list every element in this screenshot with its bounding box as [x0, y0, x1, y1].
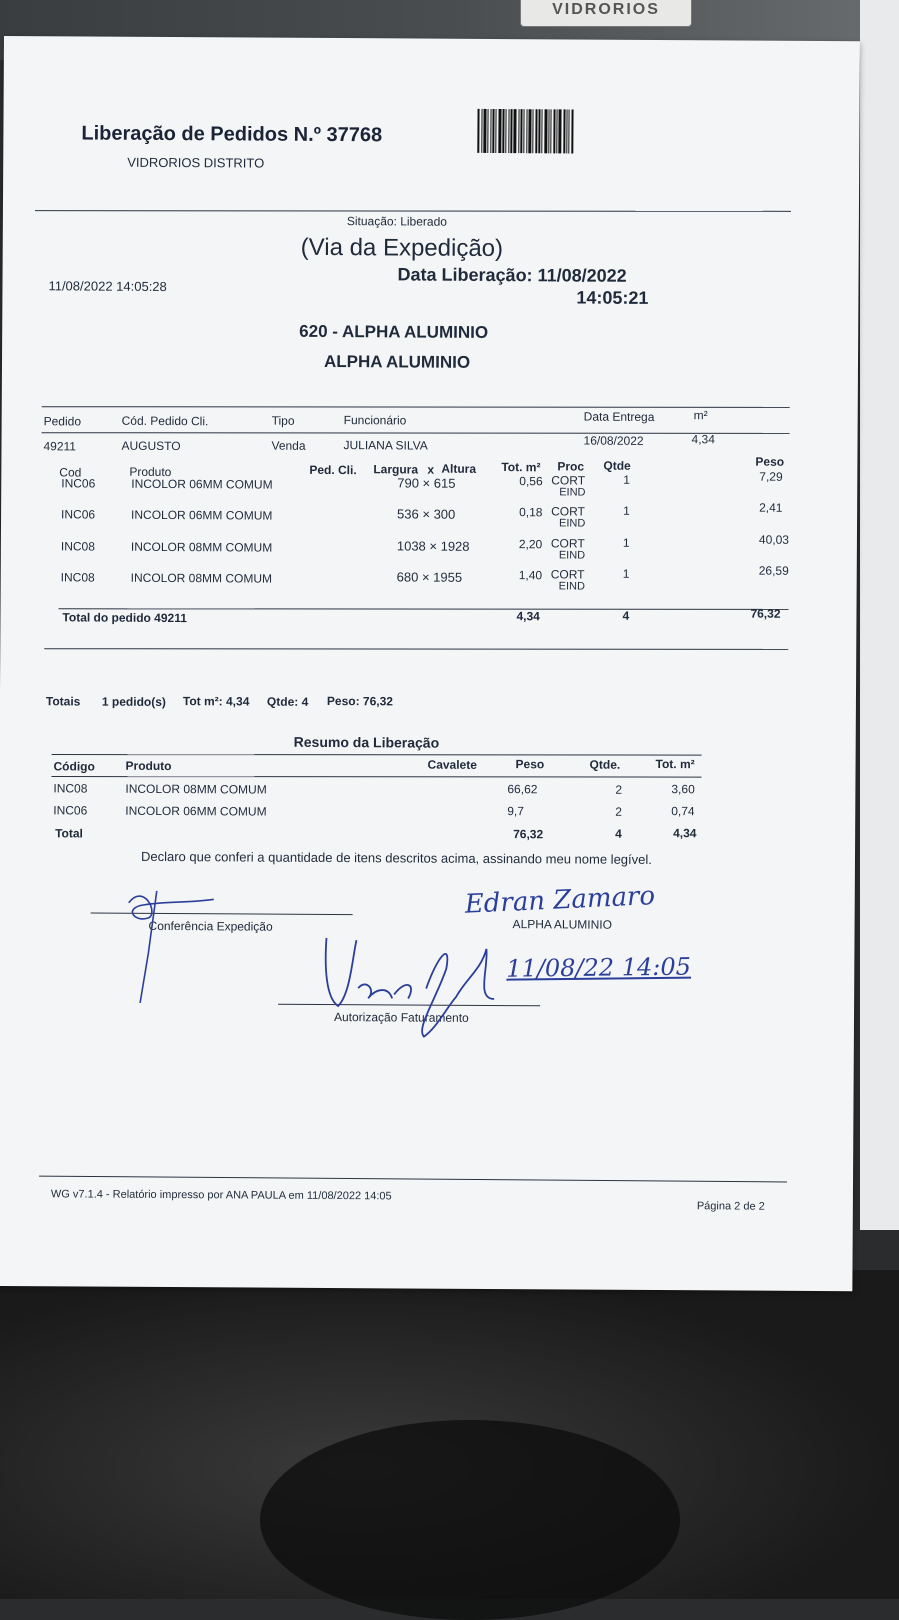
item-col-ped-cli: Ped. Cli.: [309, 462, 357, 478]
order-total-qtde: 4: [622, 608, 630, 623]
order-m2: 4,34: [691, 432, 715, 447]
summary-top-rule: [52, 754, 702, 756]
order-header-top-rule: [42, 406, 790, 408]
item-cod: INC06: [61, 476, 96, 491]
client-code-name: 620 - ALPHA ALUMINIO: [299, 321, 489, 342]
summary-produto: INCOLOR 06MM COMUM: [125, 803, 267, 819]
summary-peso: 66,62: [507, 782, 538, 797]
item-qtde: 1: [622, 535, 630, 550]
order-end-rule: [44, 648, 788, 650]
status-label: Situação: Liberado: [346, 214, 447, 229]
summary-header-rule: [51, 776, 701, 778]
barcode-bar: [544, 109, 547, 153]
item-tot-m2: 2,20: [518, 537, 543, 552]
barcode-bar: [513, 109, 516, 153]
order-total-m2: 4,34: [516, 609, 540, 624]
signature-label-client: ALPHA ALUMINIO: [512, 917, 613, 932]
header-divider: [35, 210, 791, 212]
item-proc-cort: CORT: [551, 473, 586, 488]
order-total-label: Total do pedido 49211: [62, 610, 187, 626]
col-funcionario-label: Funcionário: [343, 413, 407, 428]
item-col-tot-m2: Tot. m²: [501, 460, 541, 475]
totals-m2: Tot m²: 4,34: [182, 694, 250, 709]
totals-qtde: Qtde: 4: [266, 694, 309, 709]
barcode-bar: [510, 109, 512, 153]
item-produto: INCOLOR 08MM COMUM: [130, 570, 273, 586]
item-col-peso: Peso: [755, 454, 785, 469]
order-header-mid-rule: [42, 432, 790, 434]
item-proc-cort: CORT: [551, 504, 585, 519]
barcode-bar: [553, 109, 555, 153]
signature-scribble-faturamento: [316, 928, 517, 1039]
item-col-produto: Produto: [129, 464, 172, 480]
item-col-x: x: [427, 462, 435, 477]
item-col-largura: Largura: [373, 462, 419, 477]
item-proc-eind: EIND: [558, 517, 586, 530]
summary-total-m2: 4,34: [673, 826, 697, 841]
summary-tot-m2: 0,74: [671, 804, 695, 819]
item-dimensions: 536 × 300: [397, 506, 456, 522]
summary-tot-m2: 3,60: [671, 782, 695, 797]
barcode-bar: [502, 109, 504, 153]
company-name: VIDRORIOS DISTRITO: [127, 154, 265, 171]
item-tot-m2: 0,18: [519, 505, 543, 520]
background-paper-edge: [860, 0, 899, 1230]
item-dimensions: 790 × 615: [397, 475, 456, 491]
barcode: [477, 109, 613, 154]
via-title: (Via da Expedição): [300, 233, 504, 263]
item-dimensions: 680 × 1955: [396, 569, 463, 585]
item-tot-m2: 0,56: [519, 474, 543, 489]
summary-qtde: 2: [615, 804, 623, 819]
order-delivery-date: 16/08/2022: [583, 433, 644, 448]
barcode-bar: [528, 109, 531, 153]
order-employee: JULIANA SILVA: [343, 438, 428, 453]
items-total-rule: [59, 608, 789, 610]
barcode-bar: [498, 109, 501, 153]
item-produto: INCOLOR 06MM COMUM: [131, 476, 273, 492]
summary-total-label: Total: [55, 826, 83, 841]
footer-report: WG v7.1.4 - Relatório impresso por ANA PAULA em 11/08/2022 14:05: [50, 1188, 392, 1203]
item-dimensions: 1038 × 1928: [396, 538, 470, 554]
item-cod: INC08: [60, 539, 95, 554]
document-page: [0, 36, 860, 1291]
handwritten-date: 11/08/22 14:05: [506, 952, 692, 983]
barcode-bar: [520, 109, 522, 153]
barcode-bar: [568, 109, 569, 153]
order-total-peso: 76,32: [750, 606, 781, 621]
footer-rule: [39, 1176, 787, 1183]
item-cod: INC06: [61, 507, 96, 522]
client-handwritten-name: Edran Zamaro: [464, 881, 656, 920]
barcode-bar: [571, 109, 573, 153]
item-proc-eind: EIND: [559, 486, 586, 499]
client-name: ALPHA ALUMINIO: [323, 351, 471, 372]
barcode-bar: [535, 109, 537, 153]
item-qtde: 1: [623, 472, 631, 487]
background-shadow: [260, 1420, 680, 1620]
signature-label-faturamento: Autorização Faturamento: [333, 1010, 469, 1025]
item-col-cod: Cod: [59, 465, 82, 480]
release-date: Data Liberação: 11/08/2022: [397, 264, 627, 286]
barcode-bar: [541, 109, 542, 153]
summary-title: Resumo da Liberação: [293, 733, 440, 751]
declaration-text: Declaro que conferi a quantidade de itens descritos acima, assinando meu nome legível.: [140, 848, 652, 867]
item-peso: 7,29: [759, 469, 783, 484]
signature-scribble-expedicao: [118, 863, 219, 1004]
summary-peso: 9,7: [507, 804, 525, 819]
summary-qtde: 2: [615, 782, 623, 797]
barcode-bar: [492, 109, 494, 153]
item-peso: 2,41: [759, 500, 783, 515]
summary-col-codigo: Código: [53, 759, 95, 774]
item-cod: INC08: [60, 570, 95, 585]
signature-label-expedicao: Conferência Expedição: [148, 918, 273, 934]
summary-col-tot-m2: Tot. m²: [655, 756, 695, 772]
summary-col-peso: Peso: [515, 757, 545, 772]
barcode-bar: [483, 109, 486, 153]
item-col-qtde: Qtde: [603, 458, 631, 473]
summary-codigo: INC06: [53, 803, 88, 818]
barcode-bar: [505, 109, 506, 153]
document-title: Liberação de Pedidos N.º 37768: [81, 122, 383, 147]
barcode-bar: [523, 109, 524, 153]
summary-produto: INCOLOR 08MM COMUM: [125, 781, 267, 797]
barcode-bar: [558, 109, 561, 153]
item-peso: 26,59: [758, 563, 789, 578]
summary-total-peso: 76,32: [513, 827, 544, 842]
barcode-bar: [495, 109, 496, 153]
col-cod-pedido-cli-label: Cód. Pedido Cli.: [121, 413, 209, 429]
summary-col-cavalete: Cavalete: [427, 757, 477, 772]
totals-orders: 1 pedido(s): [101, 694, 166, 710]
item-qtde: 1: [622, 566, 630, 581]
item-proc-cort: CORT: [550, 536, 585, 551]
barcode-bar: [532, 109, 533, 153]
background-box-label: VIDRORIOS: [520, 0, 692, 27]
summary-codigo: INC08: [53, 781, 88, 796]
order-client-code: AUGUSTO: [121, 438, 181, 454]
totals-label: Totais: [45, 694, 81, 709]
footer-page: Página 2 de 2: [696, 1200, 765, 1213]
item-produto: INCOLOR 08MM COMUM: [130, 539, 273, 555]
col-data-entrega-label: Data Entrega: [583, 409, 655, 424]
barcode-bar: [477, 109, 479, 153]
summary-col-qtde: Qtde.: [589, 757, 621, 772]
order-type: Venda: [271, 438, 306, 453]
barcode-bar: [487, 109, 488, 153]
barcode-bar: [550, 109, 551, 153]
totals-peso: Peso: 76,32: [326, 693, 394, 709]
printed-timestamp: 11/08/2022 14:05:28: [48, 278, 167, 294]
order-number: 49211: [43, 439, 77, 454]
item-proc-eind: EIND: [558, 549, 586, 562]
item-col-proc: Proc: [557, 459, 585, 474]
item-peso: 40,03: [758, 532, 790, 547]
item-proc-eind: EIND: [558, 580, 585, 593]
col-tipo-label: Tipo: [271, 413, 295, 428]
release-time: 14:05:21: [576, 287, 649, 308]
item-produto: INCOLOR 06MM COMUM: [131, 507, 273, 523]
item-col-altura: Altura: [441, 461, 477, 476]
barcode-bar: [538, 109, 540, 153]
item-proc-cort: CORT: [550, 567, 585, 582]
item-tot-m2: 1,40: [518, 568, 543, 583]
summary-col-produto: Produto: [125, 758, 172, 774]
barcode-bar: [563, 109, 565, 153]
col-pedido-label: Pedido: [43, 414, 82, 429]
col-m2-label: m²: [693, 408, 708, 423]
item-qtde: 1: [623, 503, 630, 518]
summary-total-qtde: 4: [615, 826, 622, 841]
